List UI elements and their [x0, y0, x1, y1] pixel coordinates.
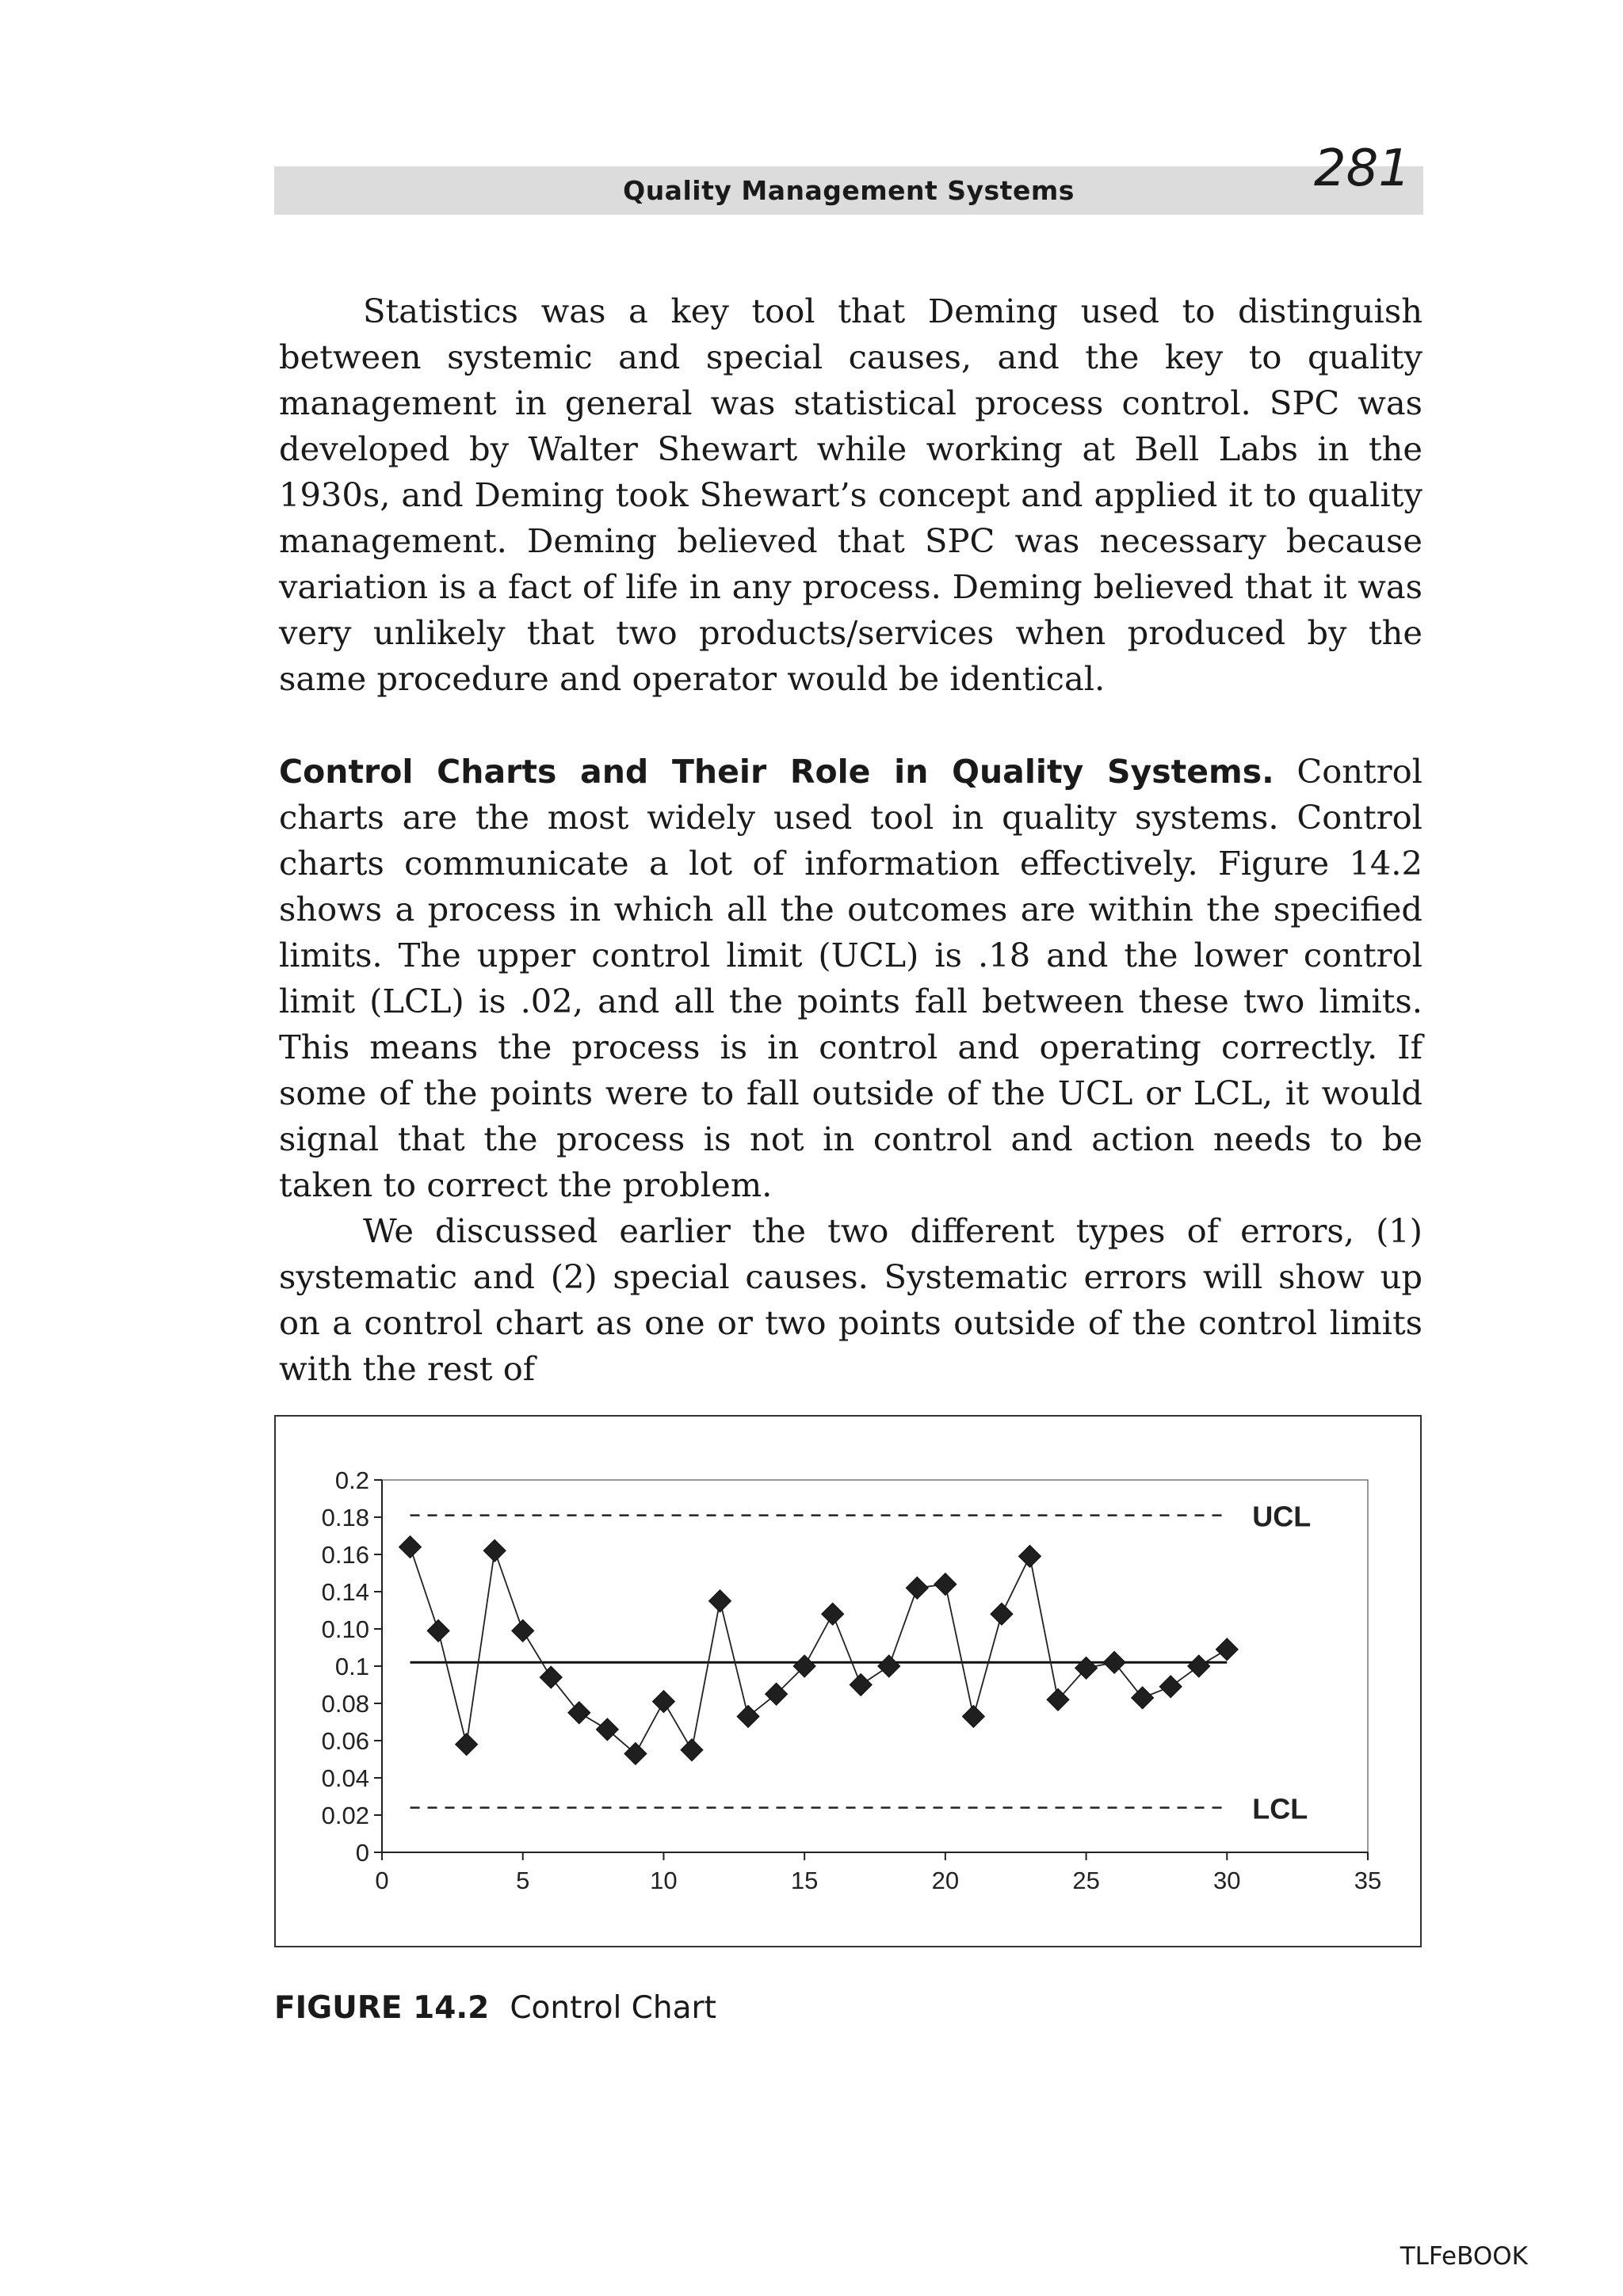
y-tick-label: 0.14 [321, 1578, 369, 1606]
y-tick-label: 0.10 [321, 1615, 369, 1643]
y-tick-label: 0.1 [334, 1653, 369, 1680]
page-number: 281 [1313, 139, 1411, 198]
lcl-label: LCL [1252, 1792, 1308, 1825]
data-point [681, 1739, 703, 1761]
data-point [512, 1619, 534, 1642]
data-point [991, 1603, 1013, 1625]
figure-caption [274, 1989, 716, 2028]
data-point [540, 1666, 562, 1688]
data-point [1216, 1638, 1238, 1661]
y-tick-label: 0.02 [321, 1802, 369, 1829]
paragraph-1: Statistics was a key tool that Deming used to distinguish between systemic and special causes, and the key to quality management in general was statistical process control. SPC was developed by Walter Shewart while working at Bell Labs in the 1930s, and Deming took Shewart’s concept and applied it to quality management. Deming believed that SPC was necessary because variation is a fact of life in any process. Deming believed that it was very unlikely that two products/services when produced by the same procedure and operator would be identical. [279, 292, 1423, 698]
figure-title: Control Chart [510, 1990, 716, 2026]
paragraph-2 [279, 749, 1423, 1208]
ucl-label: UCL [1252, 1500, 1312, 1533]
y-tick-label: 0.18 [321, 1504, 369, 1531]
data-point [934, 1573, 957, 1596]
paragraph-2-body: Control charts are the most widely used tool in quality systems. Control charts communicate a lot of information effectively. Figure 14.2 shows a process in which all the outcomes are within the specified limits. The upper control limit (UCL) is .18 and the lower control limit (LCL) is .02, and all the points fall between these two limits. This means the process is in control and operating correctly. If some of the points were to fall outside of the UCL or LCL, it would signal that the process is not in control and action needs to be taken to correct the problem. [279, 752, 1423, 1204]
data-point [456, 1733, 478, 1756]
running-header-title: Quality Management Systems [623, 175, 1075, 206]
x-tick-label: 35 [1354, 1867, 1382, 1894]
x-tick-label: 30 [1213, 1867, 1241, 1894]
data-point [822, 1603, 844, 1625]
figure-frame [274, 1415, 1422, 1947]
x-tick-label: 15 [790, 1867, 819, 1894]
data-point [878, 1655, 900, 1677]
data-point [737, 1705, 759, 1727]
x-tick-label: 10 [650, 1867, 678, 1894]
y-tick-label: 0 [355, 1839, 369, 1867]
data-point [427, 1619, 449, 1642]
data-point [1018, 1545, 1041, 1567]
data-point [850, 1674, 872, 1696]
data-point [568, 1702, 590, 1724]
data-point [1132, 1687, 1154, 1709]
data-point [596, 1718, 618, 1741]
paragraph-2-block [279, 749, 1423, 1392]
x-tick-label: 20 [931, 1867, 960, 1894]
data-point [709, 1590, 731, 1612]
paragraph-1-block [279, 288, 1423, 702]
data-point [652, 1691, 674, 1713]
data-point [1159, 1676, 1182, 1698]
y-tick-label: 0.16 [321, 1541, 369, 1569]
series-line [411, 1547, 1228, 1754]
data-point [1103, 1651, 1125, 1673]
y-tick-label: 0.06 [321, 1727, 369, 1755]
y-tick-label: 0.2 [334, 1466, 369, 1494]
data-point [962, 1705, 984, 1727]
x-tick-label: 5 [516, 1867, 530, 1894]
data-point [906, 1577, 928, 1599]
section-run-in-heading: Control Charts and Their Role in Quality Systems. [279, 753, 1274, 791]
data-point [399, 1536, 422, 1558]
data-point [1188, 1655, 1210, 1677]
x-tick-label: 25 [1072, 1867, 1100, 1894]
figure-number: FIGURE 14.2 [274, 1990, 490, 2026]
control-chart [276, 1417, 1420, 1946]
y-tick-label: 0.08 [321, 1690, 369, 1718]
footer-watermark: TLFeBOOK [1400, 2242, 1528, 2271]
data-point [483, 1539, 506, 1562]
data-point [624, 1742, 647, 1764]
paragraph-3: We discussed earlier the two different types of errors, (1) systematic and (2) special causes. Systematic errors will show up on a control chart as one or two points outside of the control limits with the rest of [279, 1211, 1423, 1388]
x-tick-label: 0 [375, 1867, 389, 1894]
plot-area-border [382, 1480, 1368, 1852]
y-tick-label: 0.04 [321, 1764, 369, 1792]
